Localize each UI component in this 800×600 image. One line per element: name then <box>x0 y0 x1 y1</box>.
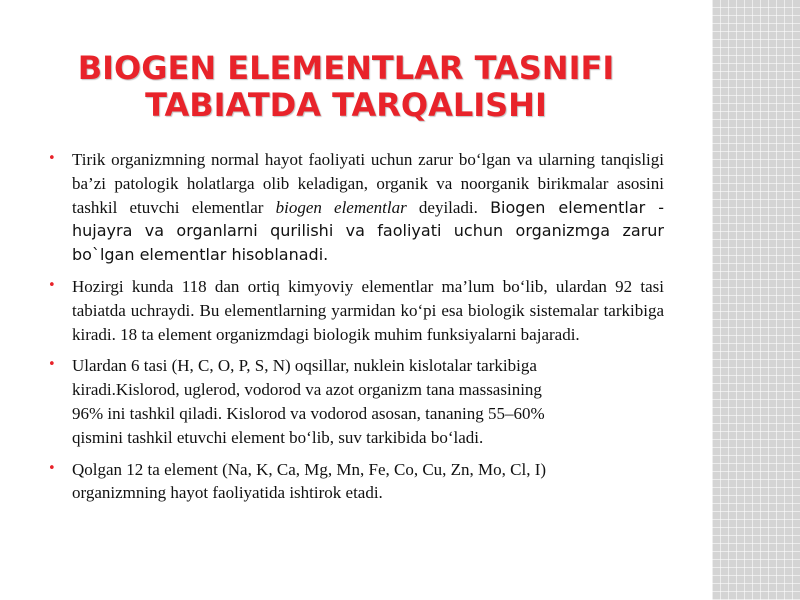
bullet-dot-icon: • <box>48 460 56 476</box>
bullet-text-2: Hozirgi kunda 118 dan ortiq kimyoviy elementlar ma’lum bo‘lib, ulardan 92 tasi tabiatda uchraydi. Bu elementlarning yarmidan ko‘pi esa biologik sistemalar tarkibiga kiradi. 18 ta element organizmdagi biologik muhim funksiyalarni bajaradi. <box>72 276 664 344</box>
bullet-1-definition: Biogen elementlar - hujayra va organlarni qurilishi va faoliyati uchun organizmga zarur bo`lgan elementlar hisoblanadi. <box>72 197 665 265</box>
bullet-1-text-a: Tirik organizmning normal hayot faoliyati uchun zarur bo‘lgan va ularning tanqisligi ba’zi patologik holatlarga olib keladigan, organik va noorganik birikmalar asosini tashkil etuvchi elementlar <box>72 150 664 217</box>
bullet-3-line-4: qismini tashkil etuvchi element bo‘lib, suv tarkibida bo‘ladi. <box>72 427 484 447</box>
bullet-text-4 <box>72 458 664 506</box>
bullet-item-4 <box>48 458 664 506</box>
bullet-item-3 <box>48 354 664 449</box>
title-line-1: BIOGEN ELEMENTLAR TASNIFI <box>77 49 615 87</box>
bullet-3-line-2: kiradi.Kislorod, uglerod, vodorod va azot organizm tana massasining <box>72 380 542 400</box>
bullet-4-line-1: Qolgan 12 ta element (Na, K, Ca, Mg, Mn, Fe, Co, Cu, Zn, Mo, Cl, I) <box>72 459 547 479</box>
bullet-1-text-b: deyiladi. <box>406 197 491 217</box>
bullet-dot-icon: • <box>48 357 56 373</box>
bullet-4-line-2: organizmning hayot faoliyatida ishtirok etadi. <box>72 483 383 503</box>
bullet-item-2 <box>48 275 664 346</box>
decorative-side-strip <box>712 0 800 600</box>
bullet-item-1 <box>48 148 664 267</box>
bullet-list <box>48 148 664 513</box>
title-line-2: TABIATDA TARQALISHI <box>145 86 547 124</box>
bullet-dot-icon: • <box>48 151 56 166</box>
bullet-1-italic-term: biogen elementlar <box>275 197 407 217</box>
bullet-text-1 <box>72 148 664 267</box>
bullet-text-3 <box>72 354 664 449</box>
slide-title <box>20 50 672 124</box>
bullet-3-line-1: Ulardan 6 tasi (H, C, O, P, S, N) oqsillar, nuklein kislotalar tarkibiga <box>72 356 537 376</box>
bullet-3-line-3: 96% ini tashkil qiladi. Kislorod va vodorod asosan, tananing 55–60% <box>72 403 545 423</box>
bullet-dot-icon: • <box>48 277 56 293</box>
